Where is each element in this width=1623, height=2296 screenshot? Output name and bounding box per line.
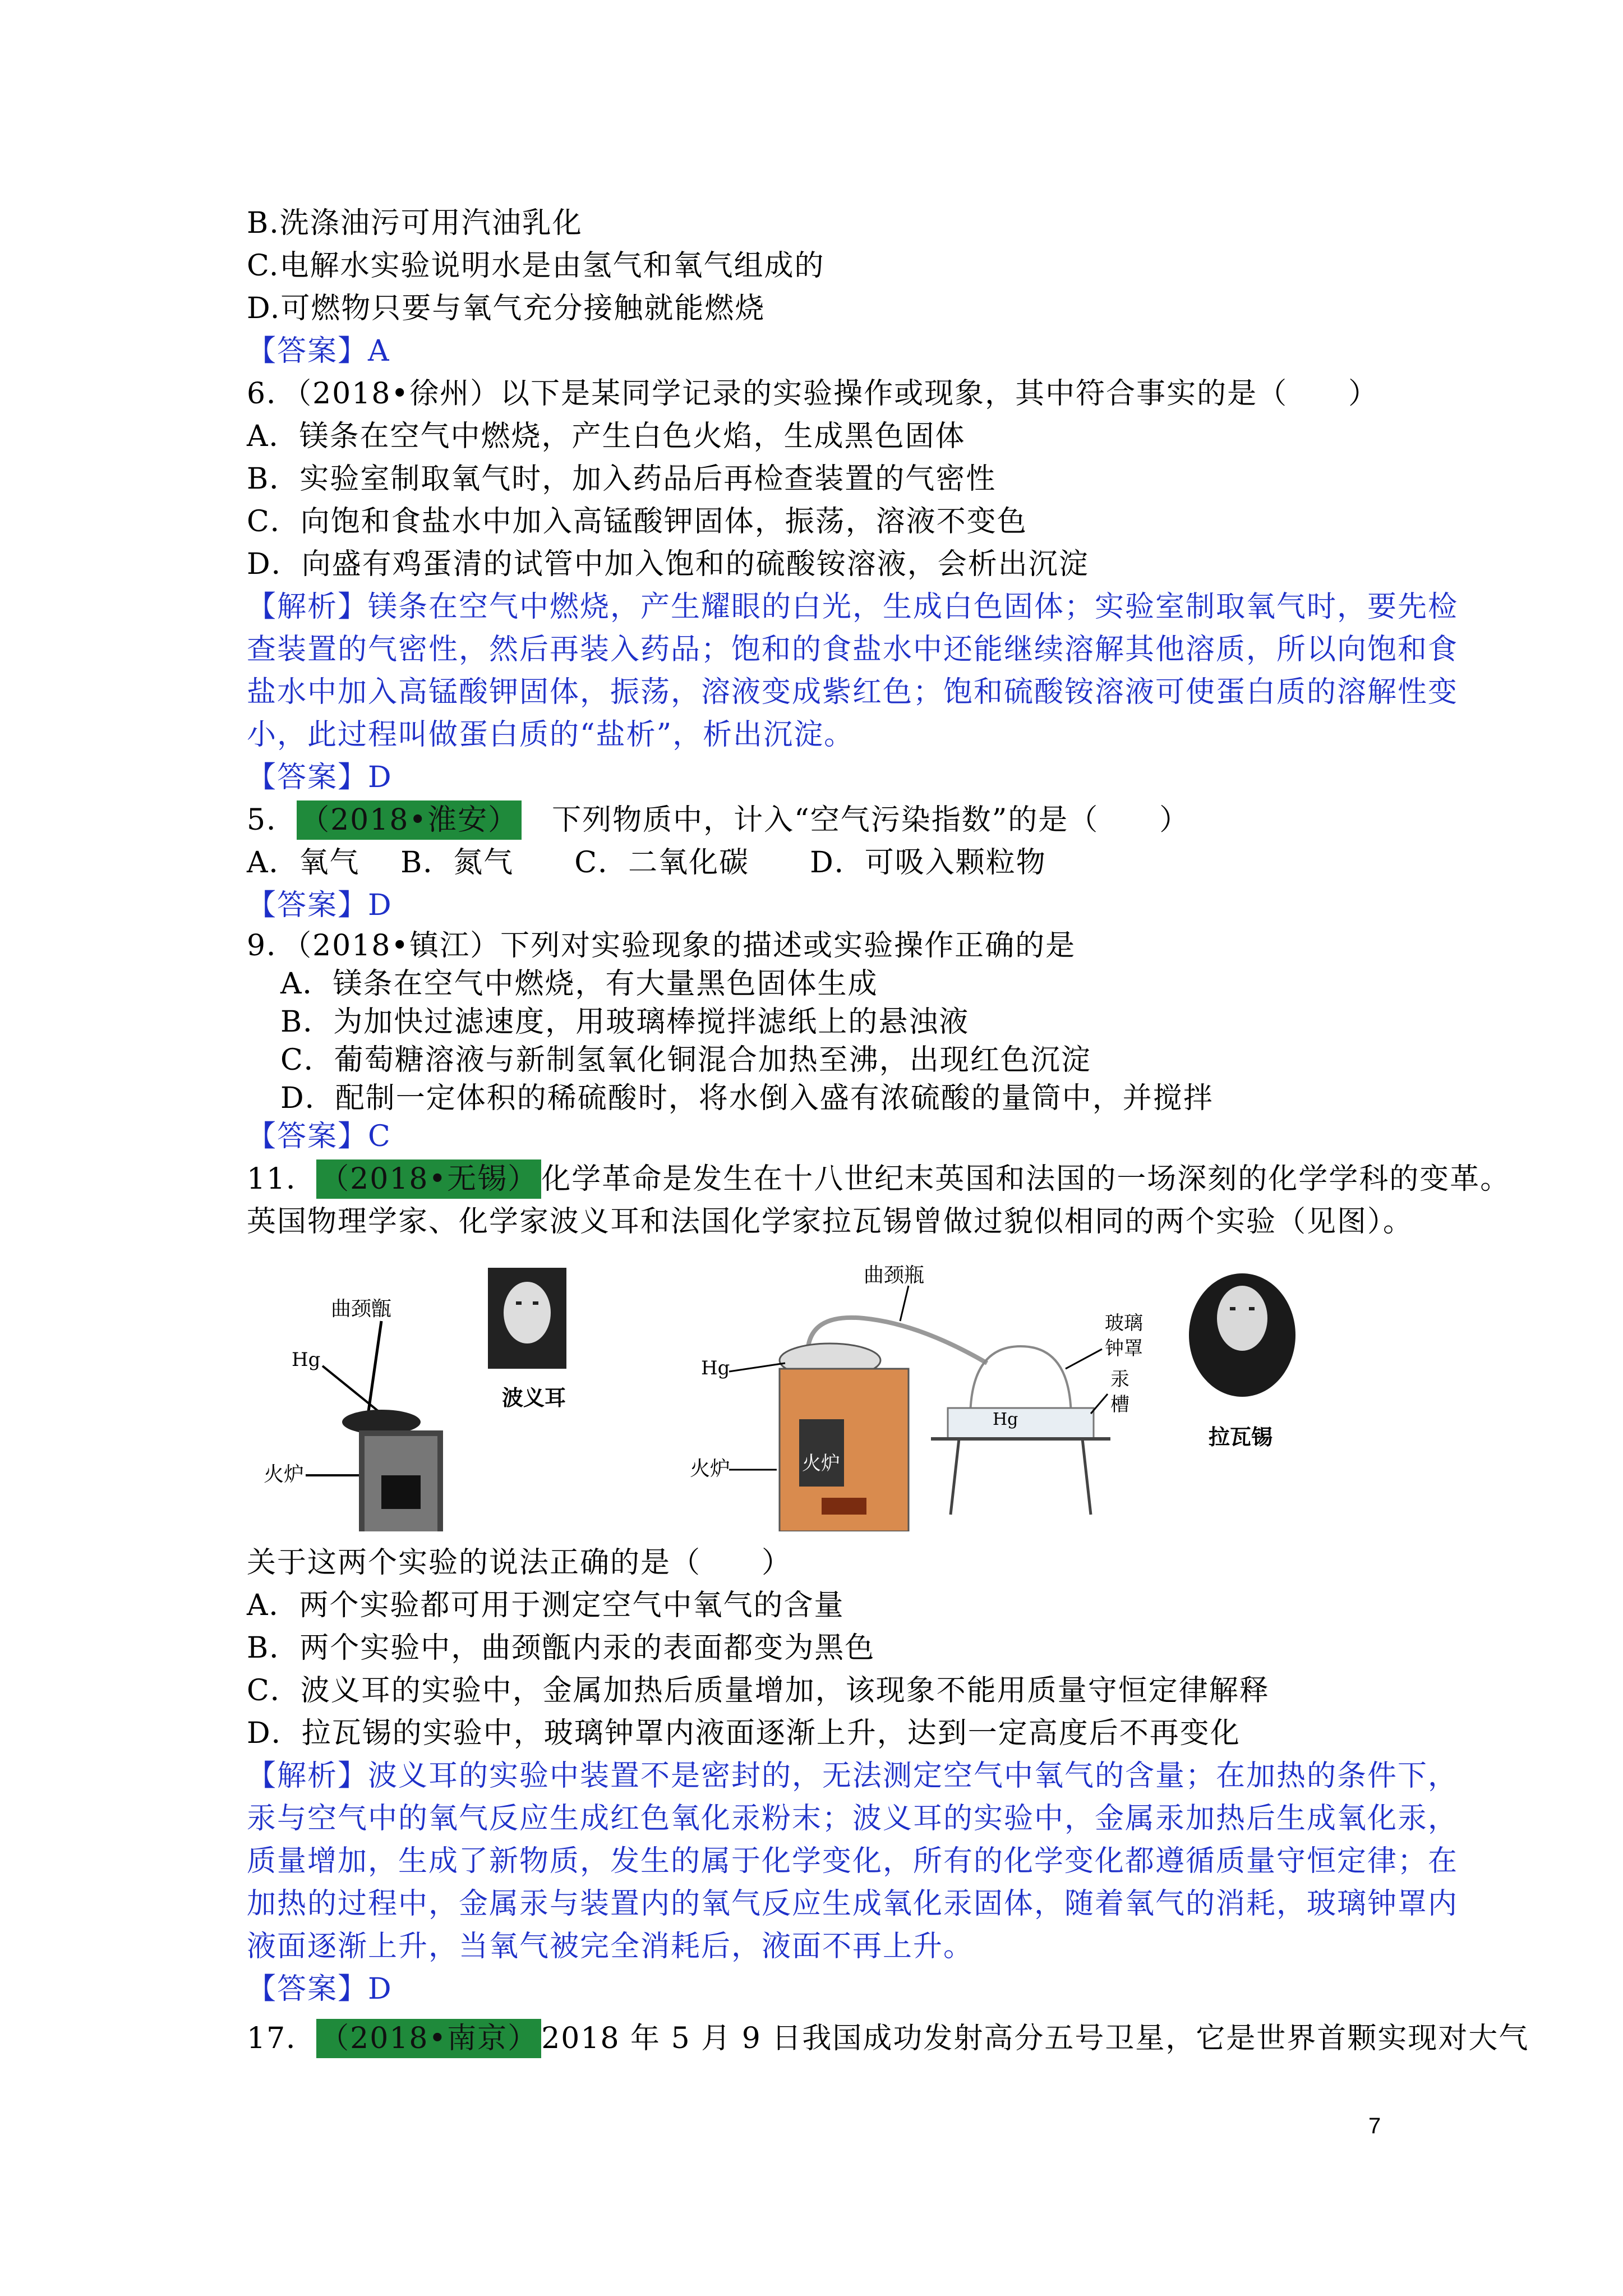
question-6-option-b: B．实验室制取氧气时，加入药品后再检查装置的气密性 [247, 462, 997, 496]
question-number: 11． [247, 1162, 317, 1196]
answer-value: D [368, 1972, 393, 2006]
answer-value: D [368, 889, 393, 922]
question-9-option-c: C．葡萄糖溶液与新制氢氧化铜混合加热至沸，出现红色沉淀 [280, 1043, 1091, 1077]
furnace-inner-label: 火炉 [802, 1452, 840, 1475]
question-11-analysis-5: 液面逐渐上升，当氧气被完全消耗后，液面不再上升。 [247, 1930, 974, 1963]
question-11-option-d: D．拉瓦锡的实验中，玻璃钟罩内液面逐渐上升，达到一定高度后不再变化 [247, 1717, 1241, 1750]
question-11-option-c: C．波义耳的实验中，金属加热后质量增加，该现象不能用质量守恒定律解释 [247, 1674, 1270, 1708]
question-text: 2018 年 5 月 9 日我国成功发射高分五号卫星，它是世界首颗实现对大气 [541, 2022, 1529, 2055]
question-11-analysis-3: 质量增加，生成了新物质，发生的属于化学变化，所有的化学变化都遵循质量守恒定律；在 [247, 1844, 1459, 1878]
answer-value: C [368, 1120, 391, 1153]
answer-line [247, 330, 390, 372]
answer-label: 【答案】 [247, 334, 368, 368]
question-11-analysis-1: 【解析】波义耳的实验中装置不是密封的，无法测定空气中氧气的含量；在加热的条件下， [247, 1759, 1459, 1793]
hg-label: Hg [292, 1349, 321, 1371]
hg-label-right: Hg [993, 1410, 1018, 1429]
source-tag: （2018•无锡） [316, 1159, 541, 1199]
question-6-analysis-4: 小，此过程叫做蛋白质的“盐析”，析出沉淀。 [247, 718, 855, 752]
boyle-caption: 波义耳 [502, 1385, 566, 1410]
question-5-options: A．氧气 B．氮气 C．二氧化碳 D．可吸入颗粒物 [247, 846, 1046, 880]
question-6-analysis-1: 【解析】镁条在空气中燃烧，产生耀眼的白光，生成白色固体；实验室制取氧气时，要先检 [247, 590, 1459, 624]
question-9-answer [247, 1115, 391, 1158]
question-9-option-d: D．配制一定体积的稀硫酸时，将水倒入盛有浓硫酸的量筒中，并搅拌 [280, 1082, 1214, 1115]
trough-label-2: 槽 [1110, 1393, 1129, 1416]
question-6-analysis-3: 盐水中加入高锰酸钾固体，振荡，溶液变成紫红色；饱和硫酸铵溶液可使蛋白质的溶解性变 [247, 675, 1459, 709]
question-11-stem-1 [247, 1158, 1510, 1200]
answer-label: 【答案】 [247, 889, 368, 922]
question-number: 17． [247, 2022, 317, 2055]
retort-label: 曲颈甑 [331, 1297, 392, 1320]
question-17-stem [247, 2017, 1529, 2060]
source-tag: （2018•淮安） [297, 800, 522, 840]
question-5-answer [247, 884, 393, 927]
question-11-question: 关于这两个实验的说法正确的是（ ） [247, 1546, 792, 1580]
question-9-option-b: B．为加快过滤速度，用玻璃棒搅拌滤纸上的悬浊液 [280, 1005, 970, 1039]
page-number: 7 [1368, 2114, 1381, 2138]
question-6-option-a: A．镁条在空气中燃烧，产生白色火焰，生成黑色固体 [247, 420, 966, 453]
question-6-analysis-2: 查装置的气密性，然后再装入药品；饱和的食盐水中还能继续溶解其他溶质，所以向饱和食 [247, 633, 1459, 666]
furnace-label: 火炉 [264, 1463, 305, 1486]
question-11-stem-2: 英国物理学家、化学家波义耳和法国化学家拉瓦锡曾做过貌似相同的两个实验（见图）。 [247, 1205, 1414, 1239]
option-c: C.电解水实验说明水是由氢气和氧气组成的 [247, 249, 825, 283]
answer-value: D [368, 761, 393, 794]
question-number: 5． [247, 803, 297, 837]
answer-label: 【答案】 [247, 761, 368, 794]
question-11-analysis-4: 加热的过程中，金属汞与装置内的氧气反应生成氧化汞固体，随着氧气的消耗，玻璃钟罩内 [247, 1887, 1459, 1921]
question-11-option-b: B．两个实验中，曲颈甑内汞的表面都变为黑色 [247, 1631, 875, 1665]
answer-value: A [368, 334, 390, 368]
question-text: 下列物质中，计入“空气污染指数”的是（ ） [522, 803, 1190, 837]
answer-label: 【答案】 [247, 1972, 368, 2006]
furnace-outer-label: 火炉 [690, 1457, 731, 1480]
answer-label: 【答案】 [247, 1120, 368, 1153]
lavoisier-caption: 拉瓦锡 [1209, 1424, 1273, 1450]
lavoisier-apparatus [690, 1264, 1143, 1531]
question-text: 化学革命是发生在十八世纪末英国和法国的一场深刻的化学学科的变革。 [541, 1162, 1511, 1196]
boyle-portrait [488, 1268, 566, 1410]
lavoisier-portrait [1189, 1273, 1295, 1450]
bell-jar-label-1: 玻璃 [1105, 1312, 1143, 1335]
question-11-answer [247, 1968, 393, 2010]
question-6-option-c: C．向饱和食盐水中加入高锰酸钾固体，振荡，溶液不变色 [247, 505, 1027, 539]
question-6-stem: 6．（2018•徐州）以下是某同学记录的实验操作或现象，其中符合事实的是（ ） [247, 377, 1379, 411]
question-11-option-a: A．两个实验都可用于测定空气中氧气的含量 [247, 1589, 845, 1622]
hg-label-left: Hg [701, 1357, 730, 1379]
option-d: D.可燃物只要与氧气充分接触就能燃烧 [247, 292, 766, 325]
experiment-figure [247, 1251, 1380, 1531]
question-6-answer [247, 756, 393, 799]
source-tag: （2018•南京） [316, 2019, 541, 2058]
question-9-stem: 9．（2018•镇江）下列对实验现象的描述或实验操作正确的是 [247, 929, 1076, 963]
boyle-apparatus [264, 1297, 443, 1531]
question-9-option-a: A．镁条在空气中燃烧，有大量黑色固体生成 [280, 967, 878, 1001]
bell-jar-label-2: 钟罩 [1105, 1337, 1143, 1360]
option-b: B.洗涤油污可用汽油乳化 [247, 206, 583, 240]
question-6-option-d: D．向盛有鸡蛋清的试管中加入饱和的硫酸铵溶液，会析出沉淀 [247, 547, 1089, 581]
trough-label-1: 汞 [1110, 1368, 1129, 1391]
flask-label: 曲颈瓶 [864, 1264, 925, 1287]
question-11-analysis-2: 汞与空气中的氧气反应生成红色氧化汞粉末；波义耳的实验中，金属汞加热后生成氧化汞， [247, 1802, 1459, 1835]
question-5-stem [247, 799, 1189, 841]
